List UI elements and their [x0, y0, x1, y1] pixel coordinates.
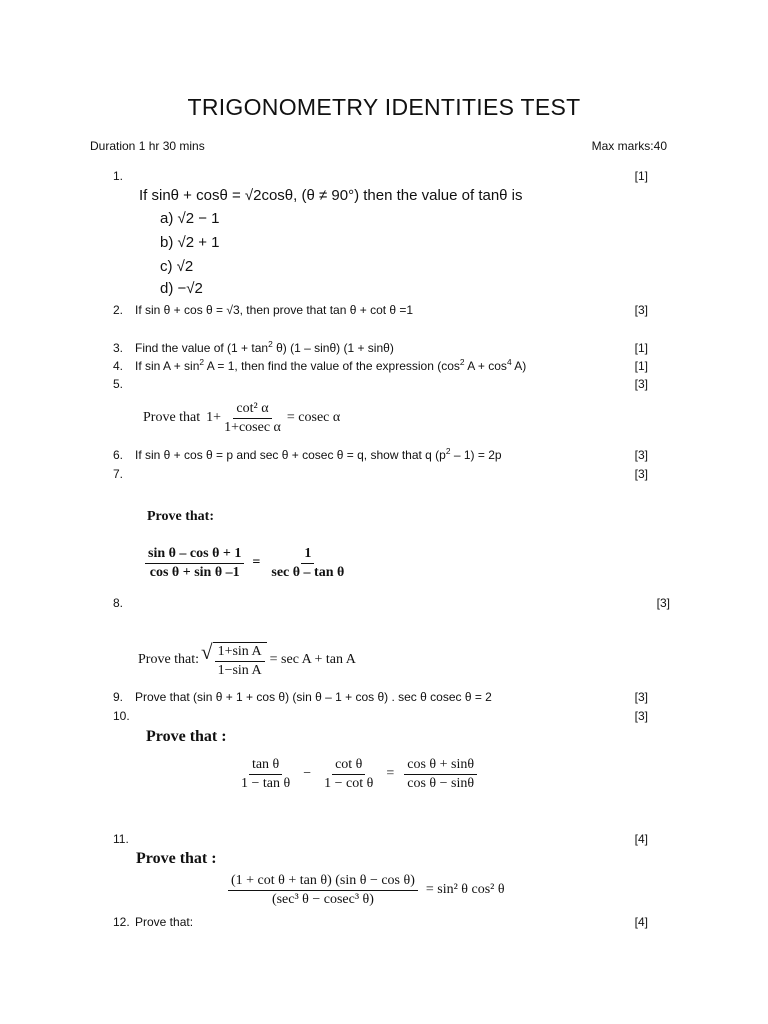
- q8-number: 8.: [113, 596, 124, 610]
- q10-fraction-1: [238, 757, 293, 792]
- q4-marks: [1]: [634, 359, 648, 373]
- q10-numerator-3: cos θ + sinθ: [404, 757, 477, 775]
- q1-option-d: d) −√2: [160, 280, 203, 297]
- q8-radical: [201, 639, 267, 679]
- q9-text: Prove that (sin θ + 1 + cos θ) (sin θ – 1 + cos θ) . sec θ cosec θ = 2: [135, 690, 492, 704]
- max-marks-label: Max marks:40: [591, 139, 667, 153]
- q12-number: 12.: [113, 915, 130, 929]
- page-title: TRIGONOMETRY IDENTITIES TEST: [187, 94, 581, 120]
- q10-denominator-3: cos θ − sinθ: [407, 775, 475, 791]
- q6-marks: [3]: [634, 448, 648, 462]
- q7-equals: =: [252, 555, 261, 570]
- q11-rhs: = sin² θ cos² θ: [425, 882, 505, 897]
- q2-number: 2.: [113, 303, 124, 317]
- q9-marks: [3]: [634, 690, 648, 704]
- q8-fraction: [215, 644, 265, 679]
- q10-numerator-2: cot θ: [332, 757, 365, 775]
- q10-number: 10.: [113, 709, 130, 723]
- q8-lead: Prove that:: [138, 652, 200, 667]
- q11-fraction: [228, 873, 418, 908]
- q2-marks: [3]: [634, 303, 648, 317]
- q1-option-c: c) √2: [160, 258, 194, 275]
- q7-lead: Prove that:: [147, 509, 214, 524]
- q12-text: Prove that:: [135, 915, 194, 929]
- q10-fraction-2: [321, 757, 376, 792]
- q2-text: If sin θ + cos θ = √3, then prove that tan θ + cot θ =1: [135, 303, 414, 317]
- q7-numerator: sin θ – cos θ + 1: [145, 546, 244, 564]
- q10-lead: Prove that :: [146, 728, 227, 745]
- q7-marks: [3]: [634, 467, 648, 481]
- q10-marks: [3]: [634, 709, 648, 723]
- q10-denominator-2: 1 − cot θ: [324, 775, 374, 791]
- q7-denominator: cos θ + sin θ –1: [149, 564, 240, 580]
- q10-fraction-3: [404, 757, 477, 792]
- q3-text: Find the value of $(1 + \tan^2 \theta)$ (1 – sinθ) (1 + sinθ): [135, 339, 394, 355]
- q10-minus: −: [303, 766, 312, 781]
- q7-number: 7.: [113, 467, 124, 481]
- q6-text: If sin θ + cos θ = p and sec θ + cosec θ = q, show that q $(p^2 - 1) = 2p$: [135, 446, 502, 462]
- q10-denominator-1: 1 − tan θ: [241, 775, 291, 791]
- q7-left-fraction: [145, 546, 244, 581]
- q6-number: 6.: [113, 448, 124, 462]
- q5-lead: Prove that: [143, 410, 201, 425]
- q1-option-b: b) √2 + 1: [160, 234, 220, 251]
- q10-equals: =: [386, 766, 395, 781]
- q5-denominator: 1+cosec α: [224, 419, 281, 435]
- q11-lead: Prove that :: [136, 850, 217, 867]
- q11-number: 11.: [113, 832, 129, 846]
- q3-marks: [1]: [634, 341, 648, 355]
- q9-number: 9.: [113, 690, 124, 704]
- q8-radicand: [213, 642, 267, 679]
- q5-marks: [3]: [634, 377, 648, 391]
- q8-denominator: 1−sin A: [217, 662, 262, 678]
- q8-rhs: = sec A + tan A: [269, 652, 356, 667]
- duration-label: Duration 1 hr 30 mins: [90, 139, 205, 153]
- q11-denominator: (sec³ θ − cosec³ θ): [271, 891, 374, 907]
- q3-number: 3.: [113, 341, 124, 355]
- q1-marks: [1]: [634, 169, 648, 183]
- q11-formula: [228, 868, 505, 912]
- q8-numerator: 1+sin A: [215, 644, 265, 662]
- q5-formula: [143, 397, 340, 439]
- q11-marks: [4]: [634, 832, 648, 846]
- q7-numerator-2: 1: [301, 546, 314, 564]
- q1-option-a: a) √2 − 1: [160, 210, 220, 227]
- q4-text: If $\sin A + \sin^2 A = 1$, then find the value of the expression ($\cos^2$ $A + \cos^4 A$): [135, 357, 527, 373]
- q12-marks: [4]: [634, 915, 648, 929]
- q5-rhs: = cosec α: [286, 410, 341, 425]
- q10-numerator-1: tan θ: [249, 757, 282, 775]
- q1-stem: If sinθ + cosθ = √2cosθ, (θ ≠ 90°) then the value of tanθ is: [139, 187, 523, 204]
- q7-right-fraction: [268, 546, 347, 581]
- q5-numerator: cot² α: [233, 401, 271, 419]
- q10-formula: [238, 752, 477, 796]
- q5-lhs: 1+: [206, 410, 222, 425]
- q8-marks: [3]: [656, 596, 670, 610]
- q7-denominator-2: sec θ – tan θ: [271, 564, 345, 580]
- q4-number: 4.: [113, 359, 124, 373]
- sqrt-icon: √: [201, 639, 213, 664]
- q5-number: 5.: [113, 377, 124, 391]
- q5-fraction: [221, 401, 284, 436]
- q7-formula: [145, 542, 347, 584]
- q8-formula: [138, 639, 356, 681]
- q11-numerator: (1 + cot θ + tan θ) (sin θ − cos θ): [228, 873, 418, 891]
- q1-number: 1.: [113, 169, 124, 183]
